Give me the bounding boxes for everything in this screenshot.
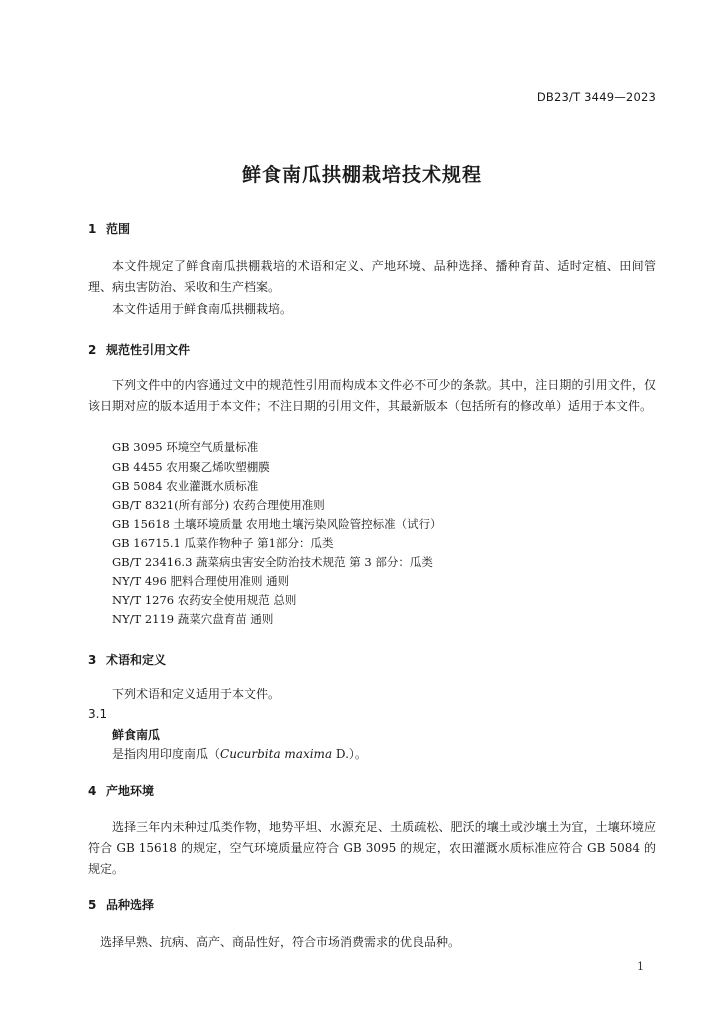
section-1-paragraph-1: 本文件规定了鲜食南瓜拱棚栽培的术语和定义、产地环境、品种选择、播种育苗、适时定植、田间管理、病虫害防治、采收和生产档案。: [88, 259, 656, 294]
section-number: 2: [88, 343, 97, 357]
reference-item: GB/T 8321(所有部分) 农药合理使用准则: [112, 498, 325, 512]
section-3-heading: [88, 651, 166, 668]
section-3-paragraph-1: 下列术语和定义适用于本文件。: [112, 687, 281, 701]
reference-item: GB 4455 农用聚乙烯吹塑棚膜: [112, 460, 270, 474]
section-4-paragraph-1: 选择三年内未种过瓜类作物，地势平坦、水源充足、土质疏松、肥沃的壤土或沙壤土为宜，土壤环境应符合 GB 15618 的规定，空气环境质量应符合 GB 3095 的规定，农田灌溉水质标准应符合 GB 5084 的规定。: [88, 820, 656, 876]
reference-item: GB 3095 环境空气质量标准: [112, 440, 259, 454]
section-title: 术语和定义: [106, 653, 167, 667]
section-5-heading: [88, 896, 154, 913]
reference-item: GB 5084 农业灌溉水质标准: [112, 479, 259, 493]
reference-item: NY/T 2119 蔬菜穴盘育苗 通则: [112, 612, 274, 626]
page-title: 鲜食南瓜拱棚栽培技术规程: [241, 164, 482, 186]
reference-item: GB 15618 土壤环境质量 农用地土壤污染风险管控标准（试行）: [112, 517, 442, 531]
term-number: 3.1: [88, 707, 108, 721]
page-number: 1: [637, 960, 644, 973]
reference-item: NY/T 1276 农药安全使用规范 总则: [112, 593, 297, 607]
reference-item: GB 16715.1 瓜菜作物种子 第1部分：瓜类: [112, 536, 334, 550]
section-number: 3: [88, 653, 97, 667]
term-definition: [112, 745, 367, 762]
section-1-heading: [88, 220, 130, 237]
definition-text-end: D.）。: [332, 747, 367, 761]
section-title: 品种选择: [106, 898, 155, 912]
standard-number: DB23/T 3449—2023: [536, 90, 656, 104]
section-1-paragraph-2: 本文件适用于鲜食南瓜拱棚栽培。: [112, 302, 293, 316]
section-2-heading: [88, 341, 190, 358]
section-number: 4: [88, 784, 97, 798]
term-name: 鲜食南瓜: [112, 728, 161, 742]
section-number: 1: [88, 222, 97, 236]
section-title: 规范性引用文件: [106, 343, 191, 357]
section-title: 范围: [106, 222, 131, 236]
section-number: 5: [88, 898, 97, 912]
reference-item: NY/T 496 肥料合理使用准则 通则: [112, 574, 290, 588]
reference-item: GB/T 23416.3 蔬菜病虫害安全防治技术规范 第 3 部分：瓜类: [112, 555, 433, 569]
section-2-paragraph-1: 下列文件中的内容通过文中的规范性引用而构成本文件必不可少的条款。其中，注日期的引用文件，仅该日期对应的版本适用于本文件；不注日期的引用文件，其最新版本（包括所有的修改单）适用于本文件。: [88, 378, 656, 413]
definition-text: 是指肉用印度南瓜（: [112, 747, 221, 761]
section-4-heading: [88, 782, 154, 799]
section-title: 产地环境: [106, 784, 155, 798]
latin-name: Cucurbita maxima: [220, 747, 333, 761]
section-5-paragraph-1: 选择早熟、抗病、高产、商品性好，符合市场消费需求的优良品种。: [100, 935, 461, 949]
